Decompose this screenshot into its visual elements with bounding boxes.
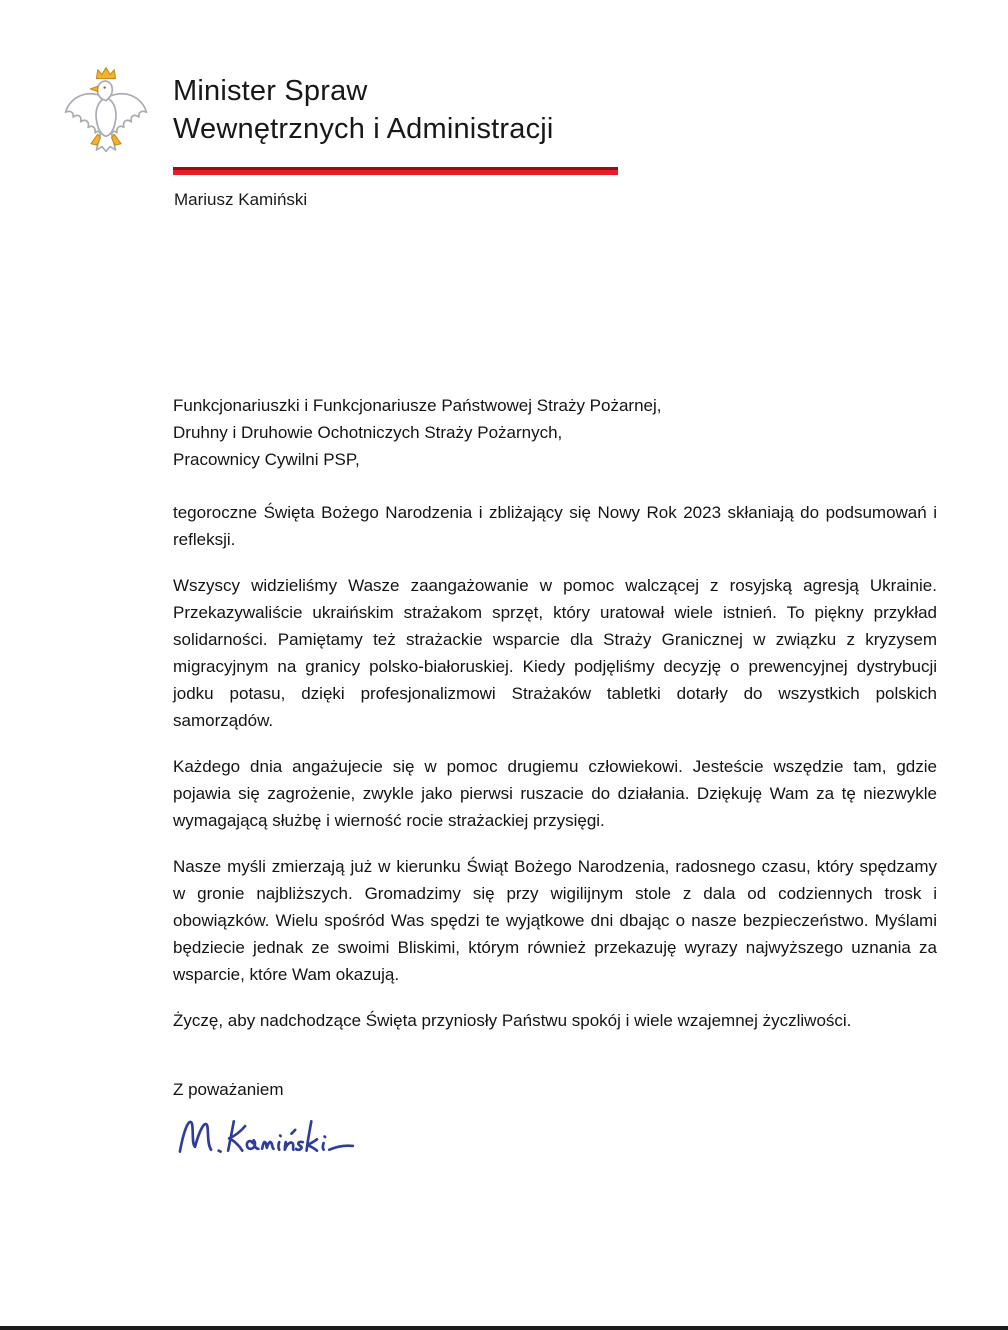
ministry-title [173, 72, 554, 148]
letterhead-rule-red-band [173, 170, 618, 175]
closing-phrase: Z poważaniem [173, 1080, 284, 1099]
minister-name: Mariusz Kamiński [174, 190, 308, 209]
paragraph-2: Wszyscy widzieliśmy Wasze zaangażowanie w pomoc walczącej z rosyjską agresją Ukrainie. Przekazywaliście ukraińskim strażakom sprzęt, który uratował wiele istnień. To piękny przykład solidarności. Pamiętamy też strażackie wsparcie dla Straży Granicznej w związku z kryzysem migracyjnym na granicy polsko-białoruskiej. Kiedy podjęliśmy decyzję o prewencyjnej dystrybucji jodku potasu, dzięki profesjonalizmowi Strażaków tabletki dotarły do wszystkich polskich samorządów. [173, 576, 937, 730]
salutation-line-2: Druhny i Druhowie Ochotniczych Straży Pożarnych, [173, 423, 563, 442]
page-bottom-edge [0, 1326, 1008, 1330]
paragraph-3: Każdego dnia angażujecie się w pomoc drugiemu człowiekowi. Jesteście wszędzie tam, gdzie pojawia się zagrożenie, zwykle jako pierwsi ruszacie do działania. Dziękuję Wam za tę niezwykle wymagającą służbę i wierność rocie strażackiej przysięgi. [173, 757, 937, 830]
ministry-title-line2: Wewnętrznych i Administracji [173, 113, 554, 145]
salutation-line-1: Funkcjonariuszki i Funkcjonariusze Państwowej Straży Pożarnej, [173, 396, 662, 415]
paragraph-4: Nasze myśli zmierzają już w kierunku Świąt Bożego Narodzenia, radosnego czasu, który spędzamy w gronie najbliższych. Gromadzimy się przy wigilijnym stole z dala od codziennych trosk i obowiązków. Wielu spośród Was spędzi te wyjątkowe dni dbając o nasze bezpieczeństwo. Myślami będziecie jednak ze swoimi Bliskimi, którym również przekazuję wyrazy najwyższego uznania za wsparcie, które Wam okazują. [173, 857, 937, 984]
polish-eagle-emblem [58, 60, 154, 170]
eagle-icon [58, 60, 154, 170]
handwritten-signature [173, 1110, 937, 1162]
signature-ink-icon [173, 1110, 391, 1162]
salutation-line-3: Pracownicy Cywilni PSP, [173, 450, 360, 469]
letterhead-rule [173, 167, 618, 175]
letter-body [173, 392, 937, 1162]
paragraph-5: Życzę, aby nadchodzące Święta przyniosły Państwu spokój i wiele wzajemnej życzliwości. [173, 1011, 852, 1030]
ministry-title-line1: Minister Spraw [173, 75, 368, 107]
paragraph-1: tegoroczne Święta Bożego Narodzenia i zbliżający się Nowy Rok 2023 skłaniają do podsumowań i refleksji. [173, 503, 937, 549]
salutation [173, 392, 937, 473]
